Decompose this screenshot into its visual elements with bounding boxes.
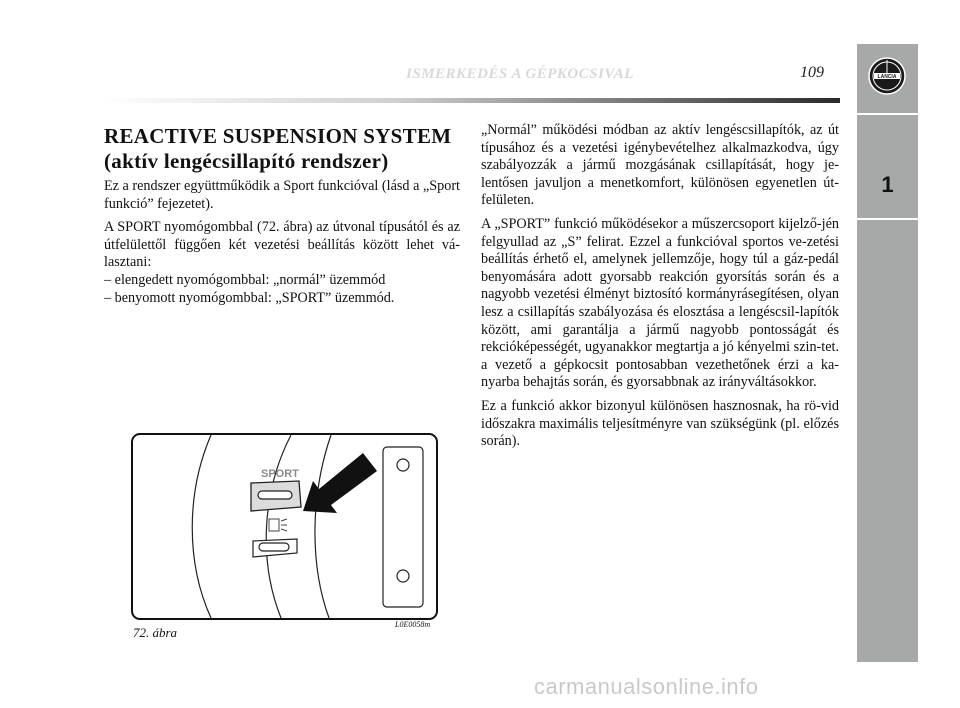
list-item: – elengedett nyomógombbal: „normál” üzemmód xyxy=(104,271,386,288)
tab-divider xyxy=(857,218,918,220)
figure-caption: 72. ábra xyxy=(133,625,178,640)
svg-text:LANCIA: LANCIA xyxy=(877,74,897,80)
watermark: carmanualsonline.info xyxy=(534,674,759,699)
chapter-number: 1 xyxy=(881,172,894,197)
paragraph: Ez a funkció akkor bizonyul különösen hasznosnak, ha rö-vid időszakra maximális teljesítményre van szükségünk (pl. előzés során). xyxy=(481,397,839,450)
paragraph: Ez a rendszer együttműködik a Sport funkcióval (lásd a „Sport funkció” fejezetet). xyxy=(104,178,460,212)
paragraph: „Normál” működési módban az aktív lengéscsillapítók, az út típusához és a vezetési igénybevételhez alkalmazkodva, úgy szabályozzák a jármű mozgásának csillapítását, hogy je-lentősen javuljon a menetkomfort, különösen egyenetlen út-felületen. xyxy=(481,122,839,209)
paragraph: A SPORT nyomógombbal (72. ábra) az útvonal típusától és az útfelülettől függően két vezetési beállítás között lehet vá-lasztani: xyxy=(104,219,460,271)
heading-line-1: REACTIVE SUSPENSION SYSTEM xyxy=(104,124,452,148)
page-number: 109 xyxy=(800,64,824,81)
figure-code: L0E0058m xyxy=(395,620,431,629)
paragraph: A „SPORT” funkció működésekor a műszercsoport kijelző-jén felgyullad az „S” felirat. Ezzel a funkcióval sportos ve-zetési beállítás érhető el, amelynek jellemzője, hogy túl a gáz-pedál benyomására adott gyorsabb reakción gyorsítás során és a nagyobb vezetési élményt biztosító kormányrásegítésen, olyan lesz a csillapítás szabályozása és elosztása a lengéscsil-lapítók között, ami garantálja a jármű nagyobb pontosságát és rekcióképességét, ugyanakkor megtartja a jó kényelmi szin-tet. a vezető a gépkocsit pontosabban vezethetőnek érzi a ka-nyarba behajtás során, és gyorsabbnak az irányváltásokkor. xyxy=(481,215,839,391)
left-column xyxy=(104,178,460,307)
list-item: – benyomott nyomógombbal: „SPORT” üzemmód. xyxy=(104,289,395,306)
heading-line-2: (aktív lengécsillapító rendszer) xyxy=(104,149,389,173)
sport-label: SPORT xyxy=(261,468,299,480)
right-column xyxy=(481,122,839,457)
lancia-logo-icon xyxy=(867,56,907,96)
header-rule xyxy=(100,98,840,103)
tab-divider xyxy=(857,113,918,115)
section-heading xyxy=(104,124,464,174)
sport-button-figure xyxy=(131,433,438,620)
running-header: ISMERKEDÉS A GÉPKOCSIVAL xyxy=(406,66,634,82)
chapter-tab xyxy=(857,44,918,662)
